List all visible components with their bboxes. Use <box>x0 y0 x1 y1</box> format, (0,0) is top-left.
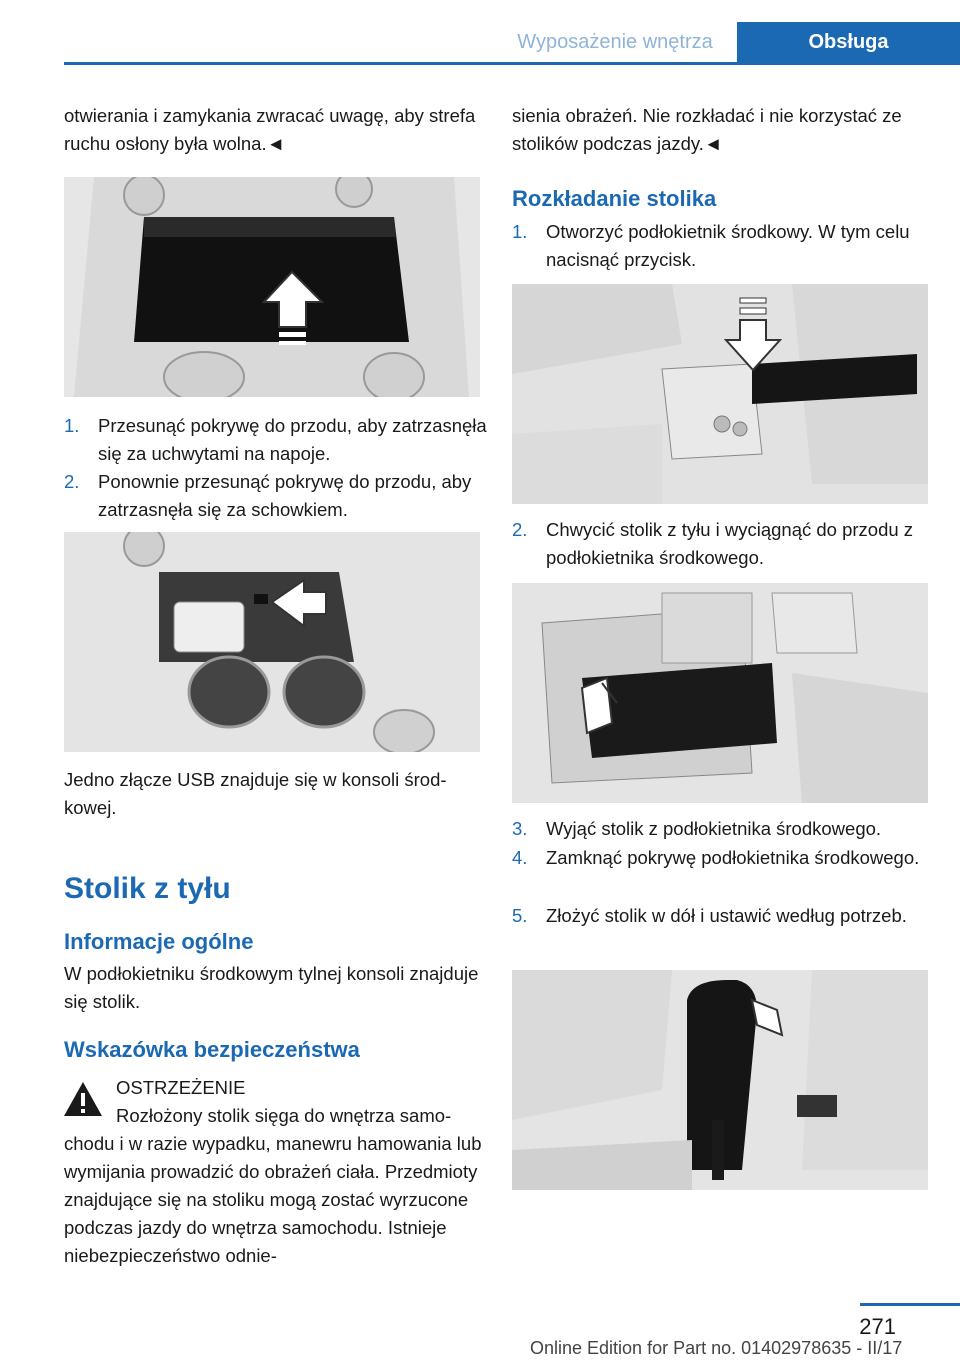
usb-paragraph: Jedno złącze USB znajduje się w konsoli środkowej. <box>64 769 447 818</box>
step-1-cover: 1. Przesunąć pokrywę do przodu, aby zatrzasnęła się za uchwytami na napoje. <box>64 415 487 464</box>
step-2-cover: 2. Ponownie przesunąć pokrywę do przodu, aby zatrzasnęła się za schowkiem. <box>64 471 472 520</box>
chapter-tab: Obsługa <box>737 22 960 62</box>
intro-paragraph: otwierania i zamykania zwracać uwagę, aby strefa ruchu osłony była wolna.◄ <box>64 105 476 154</box>
continued-paragraph: sienia obrażeń. Nie rozkładać i nie korzystać ze stolików podczas jazdy.◄ <box>512 105 902 154</box>
general-paragraph: W podłokietniku środkowym tylnej konsoli znajduje się stolik. <box>64 963 479 1012</box>
figure-fold-down <box>512 970 928 1190</box>
header-rule <box>64 62 960 65</box>
figure-armrest-button <box>512 284 928 504</box>
footer-rule <box>860 1303 960 1306</box>
figure-pull-table <box>512 583 928 803</box>
warning-paragraph: Rozłożony stolik sięga do wnętrza samochodu i w razie wypadku, manewru hamowania lub wymijania prowadzić do obrażeń ciała. Przedmioty znajdujące się na stoliku mogą zostać wyrzucone podczas jazdy do wnętrza samochodu. Istnieje niebezpieczeństwo odnie- <box>64 1105 482 1266</box>
step-4-unfold: 4. Zamknąć pokrywę podłokietnika środkowego. <box>512 847 920 868</box>
section-tab: Wyposażenie wnętrza <box>517 31 713 53</box>
heading-unfold: Rozkładanie stolika <box>512 186 717 211</box>
step-3-unfold: 3. Wyjąć stolik z podłokietnika środkowego. <box>512 818 882 839</box>
figure-usb-port <box>64 532 480 752</box>
edition-text: Online Edition for Part no. 01402978635 - II/17 <box>530 1338 903 1358</box>
step-1-unfold: 1. Otworzyć podłokietnik środkowy. W tym celu nacisnąć przycisk. <box>512 221 910 270</box>
heading-safety: Wskazówka bezpieczeństwa <box>64 1037 360 1062</box>
warning-title: OSTRZEŻENIE <box>116 1077 246 1098</box>
step-5-unfold: 5. Złożyć stolik w dół i ustawić według potrzeb. <box>512 905 907 926</box>
page-number: 271 <box>859 1314 896 1339</box>
heading-general: Informacje ogólne <box>64 929 254 954</box>
figure-cover-slide <box>64 177 480 397</box>
heading-stolik: Stolik z tyłu <box>64 872 231 905</box>
step-2-unfold: 2. Chwycić stolik z tyłu i wyciągnąć do przodu z podłokietnika środkowego. <box>512 519 914 568</box>
